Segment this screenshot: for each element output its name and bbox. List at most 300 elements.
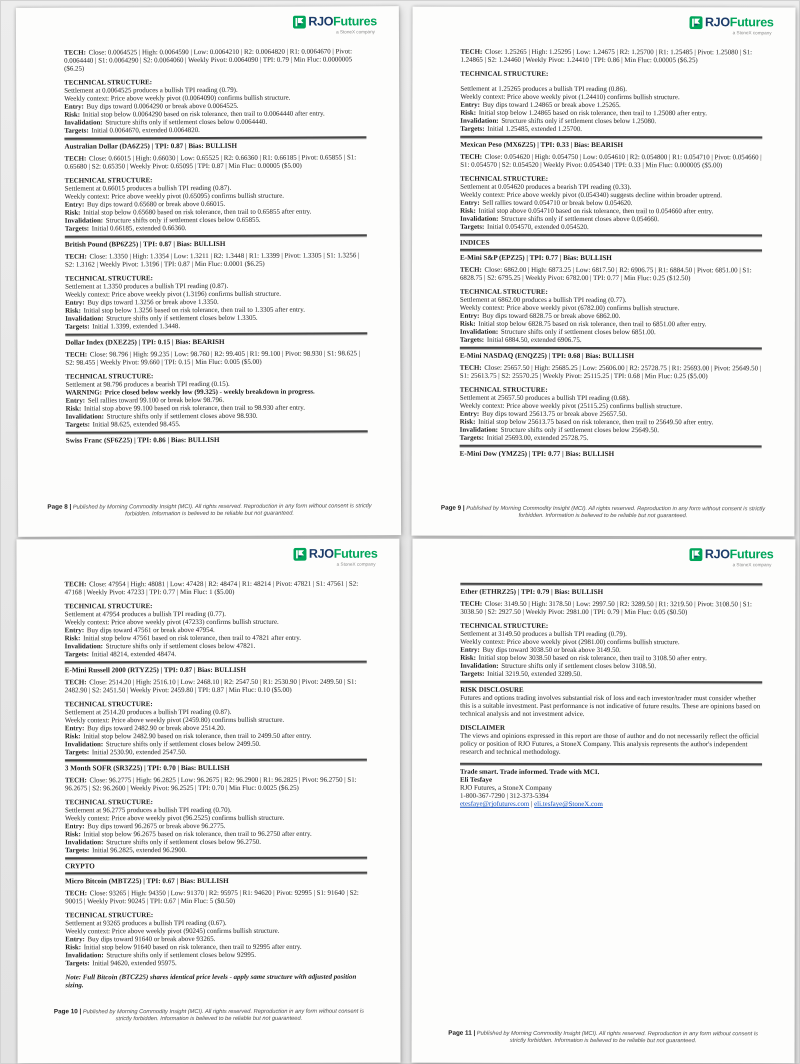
line-label: Entry: [460, 646, 482, 654]
line-text: Buy dips toward 2482.90 or break above 2514.20. [87, 724, 226, 733]
line-text: Settlement at 98.796 produces a bearish TPI reading (0.15). [65, 380, 230, 389]
structure-heading: TECHNICAL STRUCTURE: [460, 622, 549, 630]
technical-structure [64, 78, 366, 135]
line-label: Invalidation: [64, 217, 105, 225]
line-text: Initial stop below 91640 based on risk tolerance, then trail to 92995 after entry. [83, 943, 302, 952]
line-label: Entry: [459, 410, 481, 418]
line-text: Initial 98.625, extended 98.455. [92, 421, 181, 429]
line-label: Risk: [459, 320, 478, 328]
line-text: Settlement at 6862.00 produces a bullish TPI reading (0.77). [459, 296, 627, 305]
line-text: Initial stop above 0.054710 based on risk tolerance, then trail to 0.054660 after entry. [478, 207, 714, 216]
structure-line [460, 224, 762, 233]
technical-structure [65, 603, 367, 660]
line-text: Structure shifts only if settlement closes below 96.2750. [106, 838, 261, 847]
tech-text: Close: 6862.00 | High: 6873.25 | Low: 6817.50 | R2: 6906.75 | R1: 6884.50 | Pivot: 6851.00 | S1: 6828.75 | S2: 6795.25 | Weekly Pivot: 6782.00 | TPI: 0.77 | Min Fluc: 0.25 ($12.50) [459, 266, 752, 283]
line-text: Buy dips toward 1.3256 or break above 1.3350. [87, 298, 219, 307]
tech-text: Close: 3149.50 | High: 3178.50 | Low: 2997.50 | R2: 3289.50 | R1: 3219.50 | Pivot: 3108.50 | S1: 3038.50 | S2: 2927.50 | Weekly Pivot: 2981.00 | TPI: 0.79 | Min Fluc: 0.05 ($0.50) [460, 600, 752, 617]
line-text: Weekly context: Price above weekly pivot (0.0064090) confirms bullish structure. [64, 94, 291, 103]
structure-heading: TECHNICAL STRUCTURE: [64, 79, 153, 87]
technical-structure [460, 387, 762, 444]
brand-tagline: a StoneX company [732, 30, 772, 36]
line-label: Invalidation: [64, 119, 105, 127]
brand-icon [294, 548, 307, 561]
instrument-heading: Dollar Index (DXEZ25) | TPI: 0.15 | Bias: BEARISH [65, 337, 225, 347]
line-label: Risk: [460, 654, 478, 662]
line-label: Risk: [460, 109, 478, 117]
structure-heading: TECHNICAL STRUCTURE: [460, 175, 549, 183]
line-text: Structure shifts only if settlement closes above 98.930. [106, 412, 258, 421]
line-text: Settlement at 47954 produces a bullish TPI reading (0.77). [64, 610, 227, 619]
line-text: Weekly context: Price above weekly pivot (1.24410) confirms bullish structure. [460, 93, 680, 102]
line-text: Initial 3219.50, extended 3289.50. [487, 670, 582, 678]
tech-text: Close: 47954 | High: 48081 | Low: 47428 | R2: 48474 | R1: 48214 | Pivot: 47821 | S1: 47561 | S2: 47168 | Weekly Pivot: 47233 | TPI: 0.77 | Min Fluc: 1 ($5.00) [64, 580, 359, 597]
technical-structure [460, 289, 762, 346]
instrument-heading: Australian Dollar (DA6Z25) | TPI: 0.87 | Bias: BULLISH [64, 141, 238, 151]
tech-label: TECH: [460, 153, 484, 161]
brand-name-suffix: Futures [729, 15, 774, 30]
brand-icon [690, 548, 703, 561]
line-text: Buy dips toward 0.65680 or break above 0.66015. [86, 200, 226, 209]
section-divider [460, 347, 762, 350]
line-text: Structure shifts only if settlement closes below 0.65855. [105, 216, 261, 225]
line-label: Targets: [460, 223, 487, 231]
line-text: Initial stop below 0.65680 based on risk tolerance, then trail to 0.65855 after entry. [83, 208, 312, 217]
tech-line [65, 252, 367, 269]
line-text: Settlement at 96.2775 produces a bullish TPI reading (0.70). [65, 806, 232, 815]
line-text: Initial 2530.90, extended 2547.50. [91, 749, 187, 757]
tech-text: Close: 0.054620 | High: 0.054750 | Low: 0.054610 | R2: 0.054800 | R1: 0.054710 | Pivot: 0.054660 | S1: 0.054570 | S2: 0.054520 | Weekly Pivot: 0.054340 | TPI: 0.33 | Min Fluc: 0.000005 ($5.00) [460, 153, 762, 170]
line-text: Initial stop below 25613.75 based on risk tolerance, then trail to 25649.50 after entry. [478, 418, 714, 427]
tech-label: TECH: [64, 253, 89, 261]
line-label: Entry: [65, 936, 87, 944]
line-text: Structure shifts only if settlement closes below 1.25080. [501, 117, 657, 126]
line-text: Buy dips toward 1.24865 or break above 1.25265. [482, 101, 621, 110]
structure-heading: TECHNICAL STRUCTURE: [64, 603, 153, 611]
structure-heading: TECHNICAL STRUCTURE: [65, 912, 154, 920]
tech-line [460, 154, 762, 171]
note: Note: Full Bitcoin (BTCZ25) shares identical price levels - apply same structure with adjusted position sizing. [65, 973, 357, 990]
technical-structure [65, 799, 367, 856]
line-text: Initial 0.054570, extended 0.054520. [487, 223, 589, 231]
paragraph-title: RISK DISCLOSURE [460, 686, 524, 694]
line-label: Targets: [460, 670, 487, 678]
rjo-futures-logo [294, 548, 378, 567]
line-text: Weekly context: Price above weekly pivot (2981.00) confirms bullish structure. [460, 638, 680, 647]
rjo-futures-logo [690, 548, 774, 567]
line-text: Settlement at 25657.50 produces a bullish TPI reading (0.68). [459, 394, 630, 403]
section-divider [460, 681, 762, 684]
line-label: Risk: [65, 944, 83, 952]
instrument-heading: British Pound (BP6Z25) | TPI: 0.87 | Bias: BULLISH [64, 239, 226, 249]
section-divider [460, 249, 762, 252]
tech-line [460, 267, 762, 284]
page-footer [440, 1029, 767, 1045]
tech-label: TECH: [460, 600, 484, 608]
line-text: Price closed below weekly low (99.325) - weekly breakdown in progress. [104, 388, 315, 397]
line-text: Structure shifts only if settlement closes below 6851.00. [500, 328, 656, 337]
line-label: Risk: [64, 635, 83, 643]
line-text: Initial stop below 1.24865 based on risk tolerance, then trail to 1.25080 after entry. [478, 109, 707, 118]
line-text: Initial stop below 1.3256 based on risk tolerance, then trail to 1.3305 after entry. [83, 306, 305, 315]
line-label: Entry: [459, 312, 482, 320]
structure-line [460, 337, 762, 346]
line-label: Invalidation: [460, 215, 501, 223]
line-text: Weekly context: Price above weekly pivot (0.65095) confirms bullish structure. [64, 192, 285, 201]
section-divider [65, 332, 367, 335]
instrument-heading: Ether (ETHRZ25) | TPI: 0.79 | Bias: BULLISH [460, 587, 604, 596]
line-text: Sell rallies toward 99.100 or break below 98.796. [87, 396, 225, 405]
tech-line [460, 365, 762, 382]
document-page [16, 539, 400, 1064]
logo-row [294, 548, 378, 561]
section-divider [65, 872, 367, 875]
section-divider [65, 759, 367, 762]
email-link[interactable]: etesfaye@rjofutures.com [459, 800, 530, 808]
line-text: Weekly context: Price above weekly pivot (90245) confirms bullish structure. [65, 927, 280, 936]
tech-line [65, 350, 367, 367]
tech-line [64, 154, 366, 171]
structure-line [460, 435, 762, 444]
line-text: Structure shifts only if settlement closes below 1.3305. [106, 314, 258, 323]
line-text: Settlement at 93265 produces a bullish TPI reading (0.67). [65, 919, 227, 928]
footer-publisher: Published by Morning Commodity Insight (MCI). All rights reserved. Reproduction in any form without consent is strictly forbidden. Information is believed to be reliable but not guaranteed. [466, 505, 766, 519]
line-label: Risk: [64, 209, 83, 217]
tech-label: TECH: [65, 890, 89, 898]
line-text: Initial 6884.50, extended 6906.75. [486, 336, 582, 344]
section-divider [65, 234, 367, 237]
line-label: Invalidation: [65, 839, 106, 847]
signature-text: RJO Futures, a StoneX Company [460, 784, 553, 792]
line-label: Targets: [65, 960, 92, 968]
line-text: Settlement at 2514.20 produces a bullish TPI reading (0.87). [64, 708, 232, 717]
brand-tagline: a StoneX company [336, 561, 376, 567]
signature-text: Trade smart. Trade informed. Trade with MCI. [460, 768, 600, 776]
section-divider [460, 234, 762, 237]
line-text: Buy dips toward 0.0064290 or break above 0.0064525. [86, 102, 239, 111]
email-link[interactable]: eli.tesfaye@StoneX.com [534, 800, 603, 808]
line-label: Entry: [65, 397, 87, 405]
tech-line [65, 890, 367, 907]
line-text: Initial 96.2825, extended 96.2900. [92, 847, 187, 855]
line-label: Invalidation: [65, 315, 106, 323]
tech-label: TECH: [64, 49, 88, 57]
line-text: Initial 0.66185, extended 0.66360. [91, 225, 187, 233]
footer-page-label: Page 11 | [448, 1029, 476, 1037]
signature-block [460, 769, 762, 810]
brand-tagline: a StoneX company [336, 29, 375, 35]
line-text: Settlement at 0.66015 produces a bullish TPI reading (0.87). [64, 184, 232, 193]
structure-heading: TECHNICAL STRUCTURE: [459, 386, 548, 394]
brand-wordmark [705, 548, 774, 561]
line-text: Weekly context: Price above weekly pivot (2459.80) confirms bullish structure. [64, 716, 285, 725]
tech-text: Close: 1.3350 | High: 1.3354 | Low: 1.3211 | R2: 1.3448 | R1: 1.3399 | Pivot: 1.3305 | S1: 1.3256 | S2: 1.3162 | Weekly Pivot: 1.3196 | TPI: 0.87 | Min Fluc: 0.0001 ($6.25) [64, 252, 360, 269]
brand-name-suffix: Futures [333, 14, 377, 29]
line-label: Invalidation: [460, 662, 501, 670]
instrument-heading: Swiss Franc (SF6Z25) | TPI: 0.86 | Bias: BULLISH [65, 435, 220, 445]
brand-wordmark [308, 15, 377, 28]
footer-publisher: Published by Morning Commodity Insight (MCI). All rights reserved. Reproduction in any form without consent is strictly forbidden. Information is believed to be reliable but not guaranteed. [72, 502, 372, 518]
line-label: Targets: [64, 651, 91, 659]
line-label: Invalidation: [65, 413, 106, 421]
instrument-heading: Micro Bitcoin (MBTZ25) | TPI: 0.67 | Bias: BULLISH [65, 876, 229, 886]
footer-page-label: Page 10 | [53, 1007, 82, 1015]
line-label: Targets: [460, 125, 487, 133]
footer-page-label: Page 8 | [47, 503, 72, 511]
signature-text: 1-800-367-7290 | 312-373-5394 [460, 792, 549, 800]
technical-structure [460, 71, 762, 135]
line-label: Invalidation: [459, 328, 500, 336]
brand-name-prefix: RJO [704, 547, 730, 562]
tech-text: Close: 0.0064525 | High: 0.0064590 | Low: 0.0064210 | R2: 0.0064820 | R1: 0.0064670 | Pivot: 0.0064440 | S1: 0.0064290 | S2: 0.0064060 | Weekly Pivot: 0.0064090 | TPI: 0.79 | Min Fluc: 0.0000005 ($6.25) [64, 48, 353, 73]
section-divider [66, 430, 368, 433]
structure-heading: TECHNICAL STRUCTURE: [459, 288, 548, 296]
line-text: Buy dips toward 25613.75 or break above 25657.50. [481, 410, 628, 419]
line-text: Settlement at 0.0064525 produces a bullish TPI reading (0.79). [64, 86, 238, 95]
line-text: Settlement at 1.3350 produces a bullish TPI reading (0.87). [65, 282, 229, 291]
line-text: Buy dips toward 91640 or break above 93265. [87, 935, 216, 944]
line-text: Buy dips toward 96.2675 or break above 96.2775. [87, 822, 226, 831]
line-label: Entry: [64, 725, 87, 733]
signature-line [460, 769, 762, 778]
structure-line [65, 224, 367, 233]
paragraph-text: Futures and options trading involves substantial risk of loss and each investor/trader must consider whether this is a suitable investment. Past performance is not indicative of future results. These are opinions based on technical analysis and not investment advice. [460, 694, 761, 718]
technical-structure [65, 274, 367, 331]
instrument-heading: Mexican Peso (MX6Z25) | TPI: 0.33 | Bias: BEARISH [460, 140, 624, 150]
tech-label: TECH: [459, 364, 484, 372]
line-label: Entry: [460, 199, 482, 207]
structure-line [65, 749, 367, 758]
paragraph-text: The views and opinions expressed in this report are those of author and do not necessarily reflect the official policy or position of RJO Futures, a StoneX Company. This analysis represents the author's independent research and technical methodology. [460, 732, 759, 756]
line-text: Structure shifts only if settlement closes below 92995. [106, 951, 257, 960]
signature-text: Eli Tesfaye [460, 776, 493, 784]
technical-structure [460, 623, 762, 680]
section-divider [460, 445, 762, 448]
tech-line [460, 49, 762, 66]
structure-line [65, 651, 367, 660]
logo-row [293, 15, 377, 28]
line-text: Initial 1.3399, extended 1.3448. [92, 323, 181, 331]
line-label: Risk: [65, 307, 83, 315]
section-header: INDICES [460, 238, 490, 247]
section-header: CRYPTO [65, 862, 95, 871]
tech-label: TECH: [64, 679, 89, 687]
instrument-heading: E-Mini Russell 2000 (RTYZ25) | TPI: 0.87 | Bias: BULLISH [64, 665, 247, 675]
brand-icon [690, 16, 703, 29]
line-label: Targets: [65, 847, 92, 855]
line-text: Structure shifts only if settlement closes below 0.0064440. [105, 118, 268, 127]
structure-line [460, 126, 762, 135]
tech-line [65, 679, 367, 696]
line-label: Invalidation: [65, 952, 106, 960]
line-label: Entry: [65, 299, 87, 307]
brand-name-prefix: RJO [308, 546, 334, 561]
line-text: Weekly context: Price above weekly pivot (0.054340) suggests decline within broader uptrend. [460, 191, 722, 200]
tech-label: TECH: [460, 48, 485, 56]
line-text: Buy dips toward 3038.50 or break above 3149.50. [482, 646, 621, 655]
line-label: Risk: [64, 733, 83, 741]
brand-name-suffix: Futures [333, 546, 378, 561]
structure-heading: TECHNICAL STRUCTURE: [64, 701, 153, 709]
line-text: Weekly context: Price above weekly pivot (6782.00) confirms bullish structure. [459, 304, 680, 313]
line-label: Entry: [64, 627, 86, 635]
technical-structure [460, 176, 762, 233]
line-text: Buy dips toward 6828.75 or break above 6862.00. [482, 312, 621, 321]
tech-label: TECH: [65, 351, 89, 359]
line-text: Initial stop below 6828.75 based on risk tolerance, then trail to 6851.00 after entry. [478, 320, 707, 329]
structure-heading: TECHNICAL STRUCTURE: [460, 70, 549, 78]
page-content [460, 49, 763, 464]
line-label: Targets: [459, 336, 486, 344]
line-label: Risk: [65, 831, 83, 839]
brand-wordmark [309, 548, 378, 561]
line-label: Entry: [64, 103, 86, 111]
instrument-heading: E-Mini Dow (YMZ25) | TPI: 0.77 | Bias: BULLISH [459, 449, 615, 459]
tech-line [460, 601, 762, 618]
structure-line [65, 960, 367, 969]
line-text: Weekly context: Price above weekly pivot (47233) confirms bullish structure. [64, 618, 279, 627]
page-content [64, 48, 368, 449]
page-content [460, 581, 762, 810]
line-label: Risk: [64, 111, 82, 119]
structure-line [65, 322, 367, 331]
line-text: Structure shifts only if settlement closes below 2499.50. [105, 740, 261, 749]
line-label: Risk: [459, 418, 478, 426]
line-label: Risk: [65, 405, 84, 413]
line-label: Targets: [65, 323, 92, 331]
line-label: Entry: [64, 201, 86, 209]
line-label: Targets: [64, 749, 91, 757]
line-text: Initial stop above 99.100 based on risk tolerance, then trail to 98.930 after entry. [84, 404, 305, 413]
footer-page-label: Page 9 | [440, 504, 465, 512]
line-text: Initial 25693.00, extended 25728.75. [486, 434, 589, 442]
line-text: Structure shifts only if settlement closes below 25649.50. [500, 426, 659, 435]
line-text: Structure shifts only if settlement closes below 3108.50. [501, 662, 657, 671]
line-text: Initial stop below 0.0064290 based on risk tolerance, then trail to 0.0064440 after entry. [82, 110, 325, 119]
rjo-futures-logo [690, 16, 774, 35]
line-text: Weekly context: Price above weekly pivot (1.3196) confirms bullish structure. [65, 290, 281, 299]
brand-tagline: a StoneX company [732, 562, 772, 568]
line-label: Targets: [64, 225, 91, 233]
structure-heading: TECHNICAL STRUCTURE: [65, 373, 154, 381]
line-text: Initial stop below 2482.90 based on risk tolerance, then trail to 2499.50 after entry. [83, 732, 312, 741]
tech-text: Close: 0.66015 | High: 0.66030 | Low: 0.65525 | R2: 0.66360 | R1: 0.66185 | Pivot: 0.65855 | S1: 0.65680 | S2: 0.65350 | Weekly Pivot: 0.65095 | TPI: 0.87 | Min Fluc: 0.00005 ($5.00) [64, 154, 357, 171]
brand-name-suffix: Futures [729, 547, 774, 562]
section-divider [460, 583, 762, 586]
risk-disclosure [460, 687, 762, 720]
paragraph-title: DISCLAIMER [460, 724, 505, 732]
structure-heading: TECHNICAL STRUCTURE: [64, 799, 153, 807]
tech-text: Close: 98.796 | High: 99.235 | Low: 98.760 | R2: 99.405 | R1: 99.100 | Pivot: 98.930 | S1: 98.625 | S2: 98.455 | Weekly Pivot: 99.660 | TPI: 0.15 | Min Fluc: 0.005 ($5.00) [65, 350, 361, 367]
line-text: Weekly context: Price above weekly pivot (96.2525) confirms bullish structure. [65, 814, 285, 823]
line-label: Invalidation: [460, 117, 501, 125]
line-label: Invalidation: [64, 643, 105, 651]
brand-wordmark [705, 16, 774, 29]
line-text: Weekly context: Price above weekly pivot (25115.25) confirms bullish structure. [459, 402, 683, 411]
tech-text: Close: 93265 | High: 94350 | Low: 91370 | R2: 95975 | R1: 94620 | Pivot: 92995 | S1: 91640 | S2: 90015 | Weekly Pivot: 90245 | TPI: 0.67 | Min Fluc: 5 ($0.50) [65, 889, 359, 906]
structure-line [66, 420, 368, 429]
line-text: Settlement at 3149.50 produces a bullish TPI reading (0.79). [460, 630, 627, 639]
structure-line [460, 671, 762, 680]
line-label: Invalidation: [459, 426, 500, 434]
line-label: Invalidation: [64, 741, 105, 749]
structure-heading: TECHNICAL STRUCTURE: [65, 275, 153, 283]
tech-label: TECH: [64, 777, 89, 785]
line-text: Initial stop below 96.2675 based on risk tolerance, then trail to 96.2750 after entry. [83, 830, 312, 839]
tech-line [64, 48, 366, 73]
tech-label: TECH: [64, 155, 89, 163]
page-content [65, 581, 368, 991]
line-text: Structure shifts only if settlement closes below 47821. [105, 642, 256, 651]
instrument-heading: E-Mini NASDAQ (ENQZ25) | TPI: 0.68 | Bias: BULLISH [459, 351, 635, 361]
structure-line [65, 847, 367, 856]
line-text: Initial 94620, extended 95975. [92, 960, 177, 968]
line-label: Entry: [460, 101, 482, 109]
line-label: Risk: [460, 207, 478, 215]
line-label: Targets: [64, 127, 91, 135]
section-divider [460, 763, 762, 766]
line-text: Buy dips toward 47561 or break above 47954. [86, 626, 215, 635]
line-text: Initial stop below 3038.50 based on risk tolerance, then trail to 3108.50 after entry. [478, 654, 707, 663]
tech-label: TECH: [459, 266, 484, 274]
tech-label: TECH: [64, 581, 89, 589]
line-text: Settlement at 0.054620 produces a bearish TPI reading (0.33). [460, 183, 632, 192]
rjo-futures-logo [293, 15, 377, 34]
technical-structure [65, 372, 367, 429]
tech-text: Close: 2514.20 | High: 2516.10 | Low: 2468.10 | R2: 2547.50 | R1: 2530.90 | Pivot: 2499.50 | S1: 2482.90 | S2: 2451.50 | Weekly Pivot: 2459.80 | TPI: 0.87 | Min Fluc: 0.10 ($5.00) [64, 678, 357, 695]
technical-structure [65, 176, 367, 233]
line-text: Initial stop below 47561 based on risk tolerance, then trail to 47821 after entry. [83, 634, 301, 643]
line-text: Structure shifts only if settlement closes above 0.054660. [501, 215, 660, 224]
line-label: Targets: [459, 434, 486, 442]
section-divider [65, 661, 367, 664]
page-footer [439, 504, 766, 520]
line-text: Settlement at 1.25265 produces a bullish TPI reading (0.86). [460, 85, 627, 94]
section-divider [64, 136, 366, 139]
disclaimer [460, 725, 762, 758]
page-footer [45, 1007, 372, 1023]
brand-icon [293, 16, 306, 29]
technical-structure [65, 701, 367, 758]
line-label: WARNING: [65, 389, 104, 397]
structure-line [64, 126, 366, 135]
tech-line [65, 777, 367, 794]
logo-row [690, 548, 774, 561]
tech-text: Close: 25657.50 | High: 25685.25 | Low: 25606.00 | R2: 25728.75 | R1: 25693.00 | Pivot: 25649.50 | S1: 25613.75 | S2: 25570.25 | Weekly Pivot: 25115.25 | TPI: 0.68 | Min Fluc: 0.25 ($5.00) [459, 364, 762, 381]
line-text: Sell rallies toward 0.054710 or break below 0.054620. [482, 199, 633, 208]
section-divider [65, 857, 367, 860]
document-page [412, 539, 796, 1064]
structure-heading: TECHNICAL STRUCTURE: [64, 177, 153, 185]
line-label: Entry: [65, 823, 87, 831]
line-text: Initial 48214, extended 48474. [91, 651, 177, 659]
link-separator: | [529, 800, 535, 808]
technical-structure [65, 912, 367, 969]
tech-text: Close: 96.2775 | High: 96.2825 | Low: 96.2675 | R2: 96.2900 | R1: 96.2825 | Pivot: 96.2750 | S1: 96.2675 | S2: 96.2600 | Weekly Pivot: 96.2525 | TPI: 0.70 | Min Fluc: 0.0025 ($6.25) [64, 776, 357, 793]
brand-name-prefix: RJO [308, 14, 334, 29]
line-label: Targets: [65, 421, 92, 429]
brand-name-prefix: RJO [704, 15, 730, 30]
signature-line [460, 801, 762, 810]
document-page [16, 6, 401, 537]
section-divider [460, 136, 762, 139]
instrument-heading: E-Mini S&P (EPZ25) | TPI: 0.77 | Bias: BULLISH [460, 253, 612, 263]
instrument-heading: 3 Month SOFR (SR3Z25) | TPI: 0.70 | Bias: BULLISH [64, 763, 230, 773]
footer-publisher: Published by Morning Commodity Insight (MCI). All rights reserved. Reproduction in any form without consent is strictly forbidden. Information is believed to be reliable but not guaranteed. [476, 1030, 758, 1044]
logo-row [690, 16, 774, 29]
page-footer [46, 502, 373, 519]
document-page [411, 7, 795, 537]
tech-line [65, 581, 367, 598]
